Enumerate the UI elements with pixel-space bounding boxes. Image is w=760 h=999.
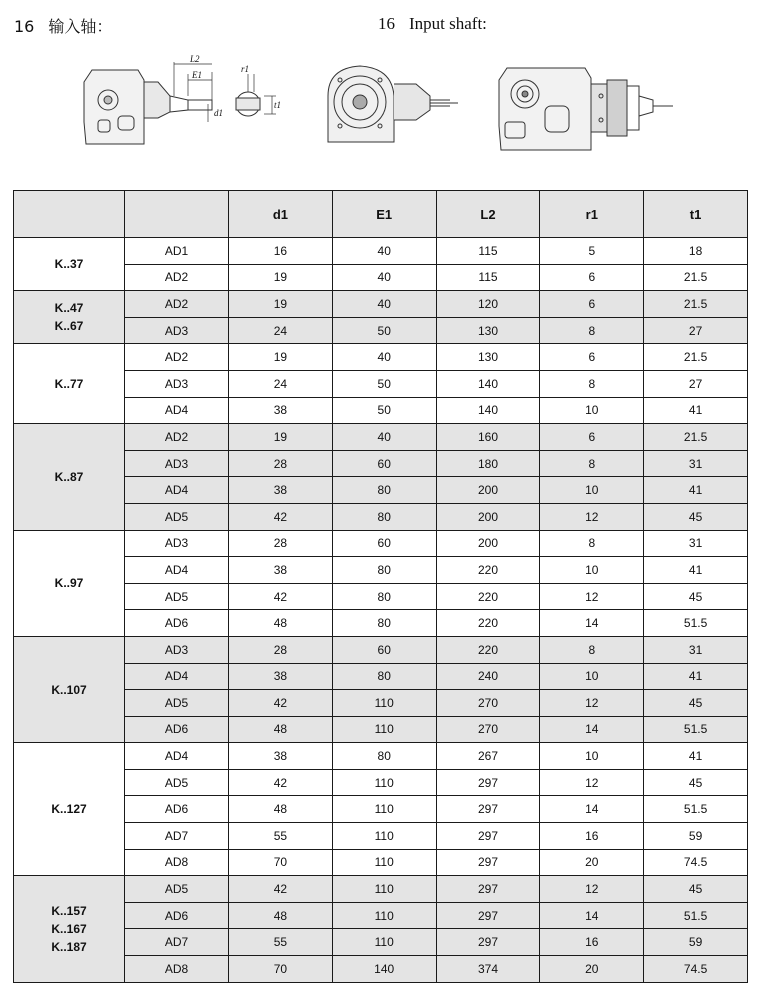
adapter-cell: AD7	[125, 823, 229, 850]
heading-english	[378, 14, 487, 34]
r1-cell: 14	[540, 796, 644, 823]
adapter-cell: AD6	[125, 796, 229, 823]
model-cell	[14, 530, 125, 636]
adapter-cell: AD2	[125, 264, 229, 291]
r1-cell: 14	[540, 902, 644, 929]
table-row	[14, 291, 748, 318]
adapter-cell: AD6	[125, 716, 229, 743]
model-name: K..127	[51, 802, 87, 817]
table-row	[14, 876, 748, 903]
table-row	[14, 264, 748, 291]
table-row	[14, 663, 748, 690]
L2-cell: 130	[436, 344, 540, 371]
table-row	[14, 477, 748, 504]
table-header-row	[14, 191, 748, 238]
table-row	[14, 610, 748, 637]
r1-cell: 10	[540, 397, 644, 424]
r1-cell: 14	[540, 716, 644, 743]
d1-cell: 19	[229, 291, 333, 318]
model-group	[14, 238, 748, 291]
r1-cell: 12	[540, 503, 644, 530]
table-row	[14, 583, 748, 610]
r1-cell: 12	[540, 876, 644, 903]
table-row	[14, 823, 748, 850]
L2-cell: 374	[436, 956, 540, 983]
table-row	[14, 370, 748, 397]
label-t1: t1	[274, 100, 282, 110]
r1-cell: 12	[540, 690, 644, 717]
L2-cell: 115	[436, 238, 540, 265]
d1-cell: 38	[229, 663, 333, 690]
model-name: K..97	[54, 576, 84, 591]
table-row	[14, 929, 748, 956]
E1-cell: 110	[332, 769, 436, 796]
r1-cell: 20	[540, 956, 644, 983]
adapter-cell: AD4	[125, 743, 229, 770]
E1-cell: 40	[332, 344, 436, 371]
E1-cell: 40	[332, 264, 436, 291]
d1-cell: 19	[229, 264, 333, 291]
header-r1: r1	[540, 191, 644, 238]
E1-cell: 60	[332, 450, 436, 477]
E1-cell: 140	[332, 956, 436, 983]
label-d1: d1	[214, 108, 223, 118]
d1-cell: 48	[229, 610, 333, 637]
r1-cell: 5	[540, 238, 644, 265]
r1-cell: 12	[540, 769, 644, 796]
d1-cell: 19	[229, 344, 333, 371]
t1-cell: 45	[644, 583, 748, 610]
d1-cell: 19	[229, 424, 333, 451]
L2-cell: 270	[436, 716, 540, 743]
model-cell	[14, 344, 125, 424]
L2-cell: 220	[436, 636, 540, 663]
d1-cell: 48	[229, 902, 333, 929]
drawing-front-view	[318, 56, 463, 156]
heading-chinese	[14, 14, 112, 37]
section-title-en: Input shaft:	[409, 14, 487, 33]
d1-cell: 38	[229, 557, 333, 584]
L2-cell: 297	[436, 876, 540, 903]
t1-cell: 45	[644, 769, 748, 796]
t1-cell: 21.5	[644, 264, 748, 291]
model-group	[14, 291, 748, 344]
table-row	[14, 450, 748, 477]
L2-cell: 140	[436, 370, 540, 397]
model-cell	[14, 291, 125, 344]
table-row	[14, 769, 748, 796]
d1-cell: 16	[229, 238, 333, 265]
adapter-cell: AD3	[125, 636, 229, 663]
d1-cell: 42	[229, 583, 333, 610]
model-name: K..107	[51, 682, 87, 697]
E1-cell: 80	[332, 557, 436, 584]
L2-cell: 200	[436, 477, 540, 504]
r1-cell: 10	[540, 557, 644, 584]
t1-cell: 21.5	[644, 291, 748, 318]
L2-cell: 200	[436, 530, 540, 557]
t1-cell: 45	[644, 690, 748, 717]
t1-cell: 41	[644, 557, 748, 584]
d1-cell: 42	[229, 503, 333, 530]
t1-cell: 59	[644, 823, 748, 850]
d1-cell: 42	[229, 876, 333, 903]
r1-cell: 8	[540, 636, 644, 663]
model-cell	[14, 424, 125, 530]
t1-cell: 74.5	[644, 956, 748, 983]
r1-cell: 6	[540, 424, 644, 451]
adapter-cell: AD4	[125, 477, 229, 504]
t1-cell: 41	[644, 743, 748, 770]
model-cell	[14, 238, 125, 291]
adapter-cell: AD1	[125, 238, 229, 265]
section-title-cn: 输入轴：	[48, 17, 113, 36]
d1-cell: 48	[229, 716, 333, 743]
model-group	[14, 636, 748, 742]
label-E1: E1	[192, 70, 202, 80]
model-name: K..47	[54, 301, 84, 316]
t1-cell: 45	[644, 503, 748, 530]
table-row	[14, 716, 748, 743]
adapter-cell: AD4	[125, 557, 229, 584]
r1-cell: 14	[540, 610, 644, 637]
t1-cell: 74.5	[644, 849, 748, 876]
t1-cell: 41	[644, 477, 748, 504]
d1-cell: 24	[229, 370, 333, 397]
t1-cell: 18	[644, 238, 748, 265]
t1-cell: 59	[644, 929, 748, 956]
table-row	[14, 849, 748, 876]
r1-cell: 12	[540, 583, 644, 610]
table-row	[14, 424, 748, 451]
E1-cell: 80	[332, 743, 436, 770]
L2-cell: 297	[436, 929, 540, 956]
adapter-cell: AD2	[125, 424, 229, 451]
adapter-cell: AD5	[125, 769, 229, 796]
adapter-cell: AD5	[125, 876, 229, 903]
r1-cell: 8	[540, 317, 644, 344]
L2-cell: 297	[436, 823, 540, 850]
adapter-cell: AD5	[125, 583, 229, 610]
adapter-cell: AD4	[125, 663, 229, 690]
r1-cell: 8	[540, 450, 644, 477]
L2-cell: 160	[436, 424, 540, 451]
model-name: K..167	[51, 921, 87, 936]
header-cell	[125, 191, 229, 238]
t1-cell: 21.5	[644, 344, 748, 371]
d1-cell: 28	[229, 530, 333, 557]
table-row	[14, 503, 748, 530]
L2-cell: 297	[436, 902, 540, 929]
d1-cell: 24	[229, 317, 333, 344]
t1-cell: 31	[644, 450, 748, 477]
t1-cell: 45	[644, 876, 748, 903]
E1-cell: 80	[332, 477, 436, 504]
table-row	[14, 344, 748, 371]
header-L2: L2	[436, 191, 540, 238]
L2-cell: 115	[436, 264, 540, 291]
model-name: K..187	[51, 939, 87, 954]
label-r1: r1	[241, 64, 250, 74]
drawing-side-view-adapter	[493, 56, 678, 156]
model-cell	[14, 636, 125, 742]
model-group	[14, 743, 748, 876]
adapter-cell: AD3	[125, 530, 229, 557]
table-row	[14, 397, 748, 424]
L2-cell: 220	[436, 583, 540, 610]
input-shaft-dimension-table	[13, 190, 748, 983]
E1-cell: 110	[332, 902, 436, 929]
model-cell	[14, 876, 125, 982]
t1-cell: 51.5	[644, 796, 748, 823]
E1-cell: 110	[332, 929, 436, 956]
L2-cell: 130	[436, 317, 540, 344]
adapter-cell: AD5	[125, 503, 229, 530]
L2-cell: 180	[436, 450, 540, 477]
table-row	[14, 636, 748, 663]
L2-cell: 270	[436, 690, 540, 717]
E1-cell: 80	[332, 583, 436, 610]
d1-cell: 42	[229, 690, 333, 717]
r1-cell: 6	[540, 291, 644, 318]
r1-cell: 8	[540, 530, 644, 557]
r1-cell: 10	[540, 477, 644, 504]
adapter-cell: AD7	[125, 929, 229, 956]
E1-cell: 50	[332, 370, 436, 397]
L2-cell: 220	[436, 610, 540, 637]
L2-cell: 267	[436, 743, 540, 770]
t1-cell: 31	[644, 530, 748, 557]
t1-cell: 41	[644, 397, 748, 424]
adapter-cell: AD3	[125, 450, 229, 477]
adapter-cell: AD8	[125, 849, 229, 876]
L2-cell: 297	[436, 796, 540, 823]
r1-cell: 16	[540, 823, 644, 850]
r1-cell: 8	[540, 370, 644, 397]
adapter-cell: AD6	[125, 610, 229, 637]
r1-cell: 16	[540, 929, 644, 956]
adapter-cell: AD2	[125, 344, 229, 371]
header-E1: E1	[332, 191, 436, 238]
label-L2: L2	[190, 54, 200, 64]
table-row	[14, 743, 748, 770]
d1-cell: 42	[229, 769, 333, 796]
adapter-cell: AD6	[125, 902, 229, 929]
r1-cell: 20	[540, 849, 644, 876]
model-group	[14, 424, 748, 530]
E1-cell: 80	[332, 610, 436, 637]
adapter-cell: AD2	[125, 291, 229, 318]
d1-cell: 55	[229, 823, 333, 850]
d1-cell: 55	[229, 929, 333, 956]
L2-cell: 220	[436, 557, 540, 584]
d1-cell: 48	[229, 796, 333, 823]
E1-cell: 80	[332, 503, 436, 530]
section-number-cn: 16	[14, 17, 35, 36]
table-row	[14, 902, 748, 929]
t1-cell: 21.5	[644, 424, 748, 451]
E1-cell: 50	[332, 317, 436, 344]
r1-cell: 6	[540, 264, 644, 291]
E1-cell: 80	[332, 663, 436, 690]
header-cell	[14, 191, 125, 238]
table-row	[14, 796, 748, 823]
model-name: K..157	[51, 903, 87, 918]
table-row	[14, 557, 748, 584]
E1-cell: 110	[332, 716, 436, 743]
table-row	[14, 956, 748, 983]
E1-cell: 40	[332, 291, 436, 318]
E1-cell: 110	[332, 796, 436, 823]
L2-cell: 140	[436, 397, 540, 424]
table-row	[14, 317, 748, 344]
d1-cell: 38	[229, 477, 333, 504]
L2-cell: 297	[436, 769, 540, 796]
model-name: K..77	[54, 376, 84, 391]
E1-cell: 110	[332, 823, 436, 850]
header-t1: t1	[644, 191, 748, 238]
E1-cell: 40	[332, 238, 436, 265]
E1-cell: 110	[332, 849, 436, 876]
d1-cell: 38	[229, 743, 333, 770]
d1-cell: 38	[229, 397, 333, 424]
table-row	[14, 238, 748, 265]
model-group	[14, 344, 748, 424]
r1-cell: 10	[540, 743, 644, 770]
L2-cell: 297	[436, 849, 540, 876]
E1-cell: 60	[332, 530, 436, 557]
model-name: K..87	[54, 469, 84, 484]
t1-cell: 27	[644, 317, 748, 344]
model-name: K..67	[54, 319, 84, 334]
t1-cell: 27	[644, 370, 748, 397]
d1-cell: 28	[229, 450, 333, 477]
model-group	[14, 530, 748, 636]
adapter-cell: AD3	[125, 317, 229, 344]
L2-cell: 240	[436, 663, 540, 690]
t1-cell: 51.5	[644, 902, 748, 929]
E1-cell: 110	[332, 876, 436, 903]
adapter-cell: AD4	[125, 397, 229, 424]
d1-cell: 70	[229, 849, 333, 876]
E1-cell: 60	[332, 636, 436, 663]
t1-cell: 51.5	[644, 716, 748, 743]
adapter-cell: AD8	[125, 956, 229, 983]
E1-cell: 110	[332, 690, 436, 717]
r1-cell: 10	[540, 663, 644, 690]
t1-cell: 31	[644, 636, 748, 663]
adapter-cell: AD5	[125, 690, 229, 717]
table-row	[14, 690, 748, 717]
header-d1: d1	[229, 191, 333, 238]
d1-cell: 70	[229, 956, 333, 983]
model-group	[14, 876, 748, 982]
L2-cell: 200	[436, 503, 540, 530]
r1-cell: 6	[540, 344, 644, 371]
L2-cell: 120	[436, 291, 540, 318]
d1-cell: 28	[229, 636, 333, 663]
t1-cell: 51.5	[644, 610, 748, 637]
E1-cell: 50	[332, 397, 436, 424]
t1-cell: 41	[644, 663, 748, 690]
table-row	[14, 530, 748, 557]
adapter-cell: AD3	[125, 370, 229, 397]
drawing-side-view-dimensioned	[78, 52, 283, 152]
section-number-en: 16	[378, 14, 395, 33]
model-cell	[14, 743, 125, 876]
model-name: K..37	[54, 257, 84, 272]
E1-cell: 40	[332, 424, 436, 451]
